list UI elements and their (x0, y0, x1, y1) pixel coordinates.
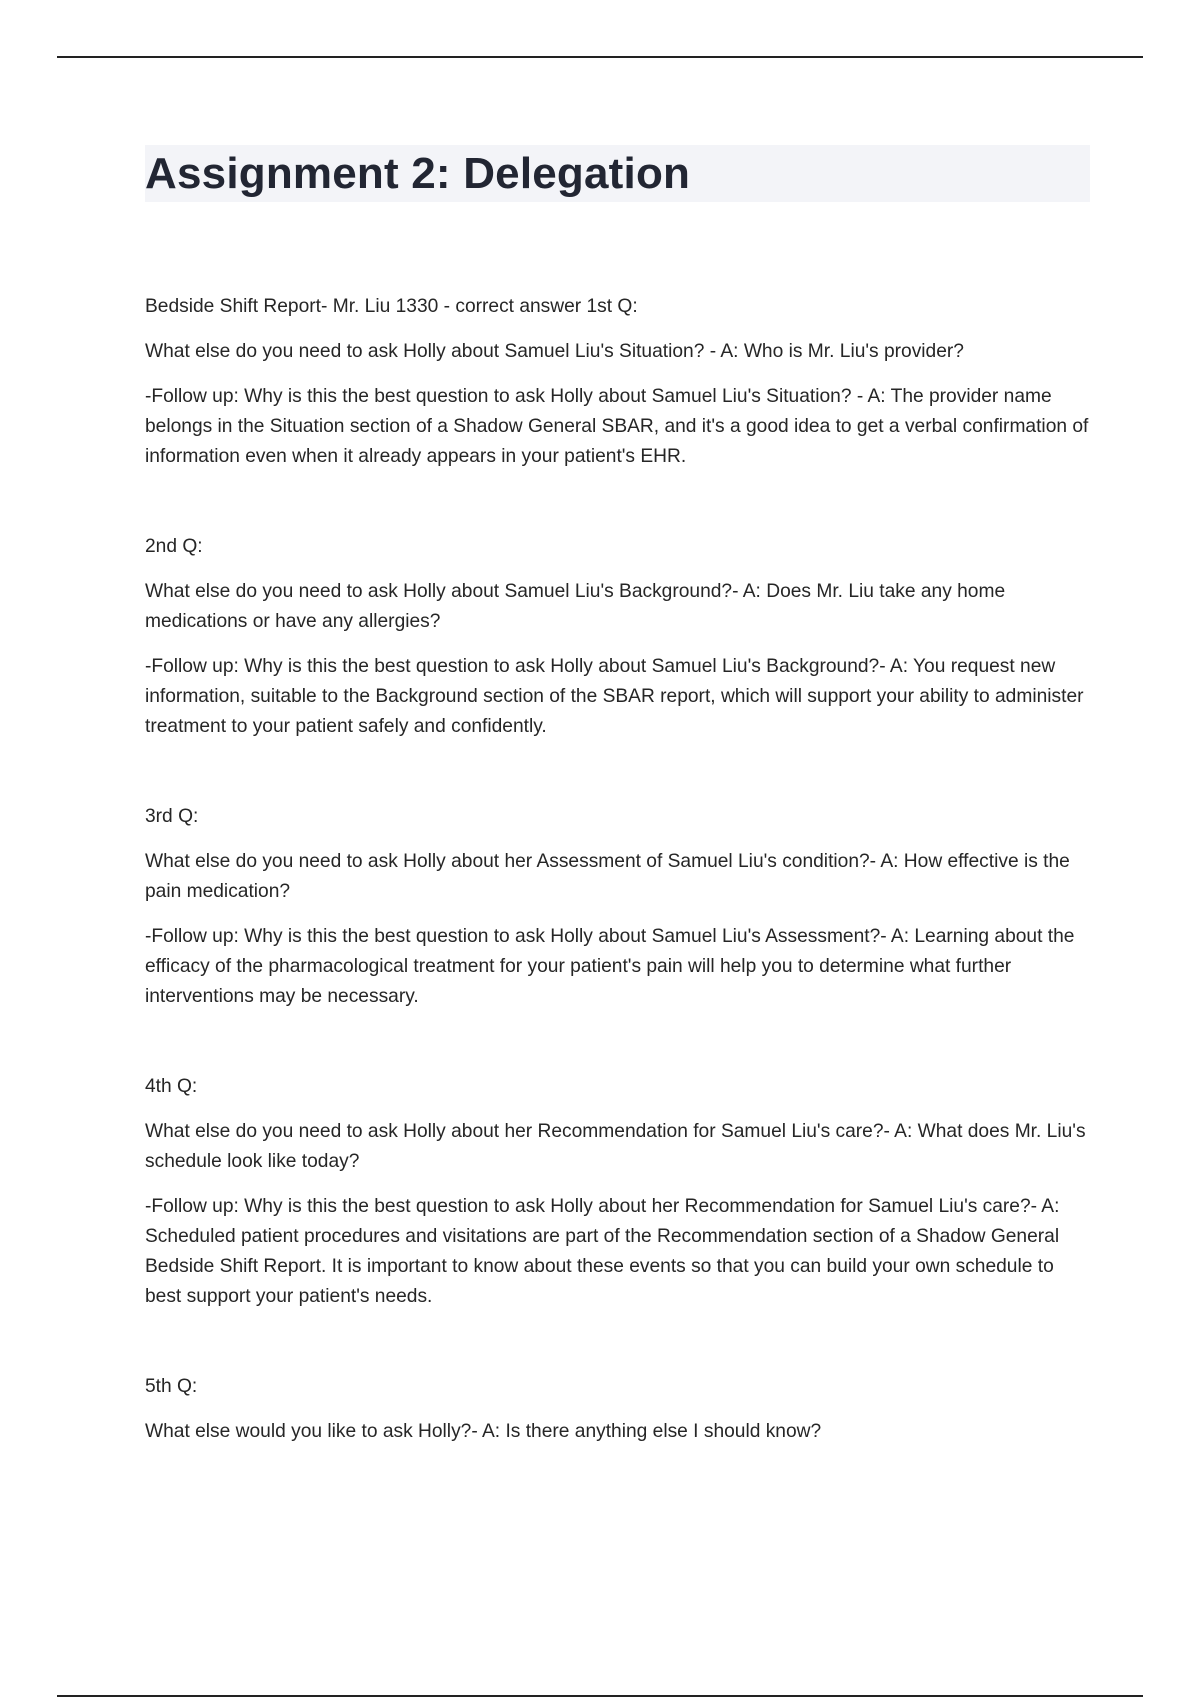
section-label: 3rd Q: (145, 806, 199, 827)
question-text: What else do you need to ask Holly about Samuel Liu's Background?- A: Does Mr. Liu take any home medications or have any allergies? (145, 581, 1006, 632)
top-rule (57, 56, 1143, 58)
followup-text: -Follow up: Why is this the best question to ask Holly about Samuel Liu's Assessment?- A: Learning about the efficacy of the pharmacological treatment for your patient's pain will help you to determine what further interventions may be necessary. (145, 926, 1075, 1007)
question-section-3 (145, 802, 1090, 1012)
section-label: Bedside Shift Report- Mr. Liu 1330 - correct answer 1st Q: (145, 296, 638, 317)
question-text: What else do you need to ask Holly about her Recommendation for Samuel Liu's care?- A: What does Mr. Liu's schedule look like today? (145, 1121, 1086, 1172)
title-banner (145, 145, 1090, 202)
question-text: What else do you need to ask Holly about Samuel Liu's Situation? - A: Who is Mr. Liu's provider? (145, 341, 964, 362)
document-title: Assignment 2: Delegation (145, 148, 691, 198)
question-text: What else do you need to ask Holly about her Assessment of Samuel Liu's condition?- A: How effective is the pain medication? (145, 851, 1070, 902)
question-text: What else would you like to ask Holly?- A: Is there anything else I should know? (145, 1421, 822, 1442)
question-section-1 (145, 292, 1090, 472)
question-section-5 (145, 1372, 1090, 1447)
section-label: 5th Q: (145, 1376, 198, 1397)
document-body (145, 145, 1090, 1462)
followup-text: -Follow up: Why is this the best question to ask Holly about Samuel Liu's Situation? - A: The provider name belongs in the Situation section of a Shadow General SBAR, and it's a good idea to get a verbal confirmation of information even when it already appears in your patient's EHR. (145, 386, 1089, 467)
followup-text: -Follow up: Why is this the best question to ask Holly about her Recommendation for Samuel Liu's care?- A: Scheduled patient procedures and visitations are part of the Recommendation section of a Shadow General Bedside Shift Report. It is important to know about these events so that you can build your own schedule to best support your patient's needs. (145, 1196, 1060, 1307)
bottom-rule (57, 1695, 1143, 1697)
question-section-2 (145, 532, 1090, 742)
question-section-4 (145, 1072, 1090, 1312)
section-label: 4th Q: (145, 1076, 198, 1097)
followup-text: -Follow up: Why is this the best question to ask Holly about Samuel Liu's Background?- A: You request new information, suitable to the Background section of the SBAR report, which will support your ability to administer treatment to your patient safely and confidently. (145, 656, 1084, 737)
section-label: 2nd Q: (145, 536, 203, 557)
